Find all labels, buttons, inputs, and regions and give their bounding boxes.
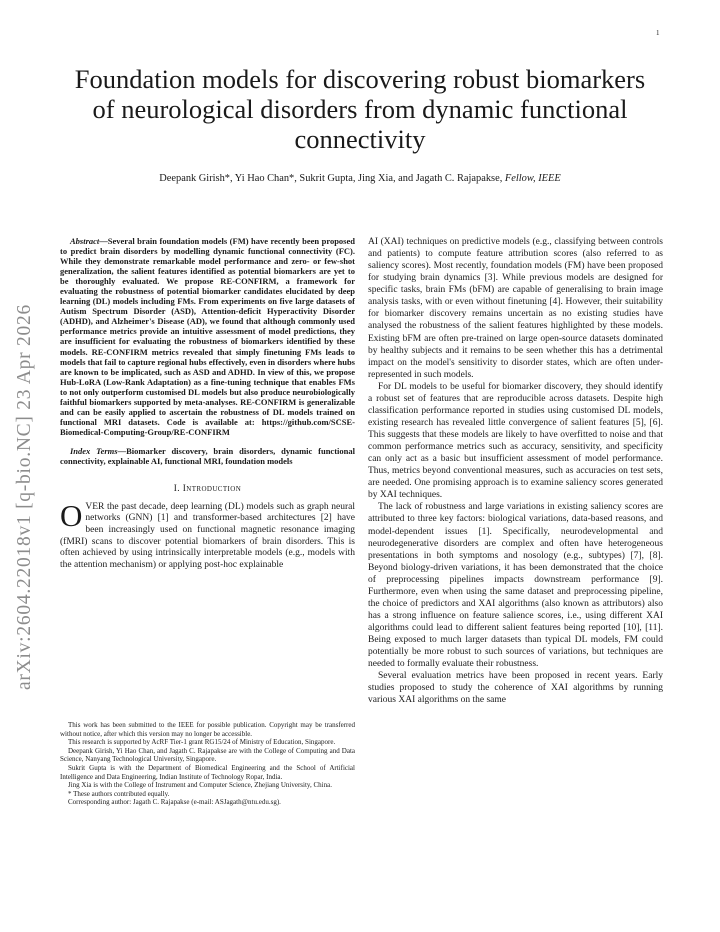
intro-paragraph <box>60 497 355 572</box>
footnote: This research is supported by AcRF Tier-1 grant RG15/24 of Ministry of Education, Singapore. <box>68 738 336 747</box>
abstract <box>60 236 355 437</box>
footnote: Deepank Girish, Yi Hao Chan, and Jagath C. Rajapakse are with the College of Computing and Data Science, Nanyang Technological University, Singapore. <box>60 746 355 764</box>
right-column <box>368 236 663 706</box>
index-terms <box>60 446 355 466</box>
drop-cap: O <box>60 497 83 533</box>
arxiv-identifier[interactable]: arXiv:2604.22018v1 [q-bio.NC] 23 Apr 2026 <box>14 303 35 690</box>
author-names: Deepank Girish*, Yi Hao Chan*, Sukrit Gupta, Jing Xia, and Jagath C. Rajapakse, <box>159 173 503 184</box>
footnotes <box>60 721 355 807</box>
intro-text: VER the past decade, deep learning (DL) models such as graph neural networks (GNN) [1] and transformer-based architectures [2] have been increasingly used on functional magnetic resonance imaging (fMRI) scans to discover potential biomarkers of brain disorders. This is often achieved by using intrinsically interpretable models (e.g., models with the attention mechanism) or applying post-hoc explainable <box>60 501 355 570</box>
abstract-text: —Several brain foundation models (FM) have recently been proposed to predict brain disorders by modelling dynamic functional connectivity (FC). While they demonstrate remarkable model performance and zero- or few-shot generalization, the salient features identified as potential biomarkers are yet to be thoroughly evaluated. We propose RE-CONFIRM, a framework for evaluating the robustness of potential biomarker candidates elucidated by deep learning (DL) models including FMs. From experiments on five large datasets of Autism Spectrum Disorder (ASD), Attention-deficit Hyperactivity Disorder (ADHD), and Alzheimer's Disease (AD), we found that although commonly used performance metrics provide an intuitive assessment of model predictions, they are insufficient for evaluating the robustness of biomarkers identified by these models. RE-CONFIRM metrics revealed that simply finetuning FMs leads to models that fail to capture regional hubs effectively, even in disorders where hubs are known to be implicated, such as ASD and ADHD. In view of this, we propose Hub-LoRA (Low-Rank Adaptation) as a fine-tuning technique that enables FMs to not only outperform customised DL models but also produce neurobiologically faithful biomarkers supported by meta-analyses. RE-CONFIRM is generalizable and can be easily applied to ascertain the robustness of DL models trained on functional MRI datasets. Code is available at: https://github.com/SCSE-Biomedical-Computing-Group/RE-CONFIRM <box>60 236 355 437</box>
index-terms-text: —Biomarker discovery, brain disorders, dynamic functional connectivity, explainable AI, functional MRI, foundation models <box>60 445 355 466</box>
section-number: I. <box>173 484 181 495</box>
footnote: * These authors contributed equally. <box>68 789 170 798</box>
body-paragraph: Several evaluation metrics have been proposed in recent years. Early studies proposed to study the coherence of XAI algorithms by running various XAI algorithms on the same <box>368 671 663 706</box>
author-membership: Fellow, IEEE <box>504 173 561 184</box>
footnote: Jing Xia is with the College of Instrument and Computer Science, Zhejiang University, China. <box>68 781 332 790</box>
section-heading-introduction <box>60 484 355 496</box>
body-paragraph: For DL models to be useful for biomarker discovery, they should identify a robust set of features that are reproducible across datasets. Despite high classification performance reported in studies using customised DL models, existing research has revealed little convergence of salient features [5], [6]. This suggests that these models are likely to have overfitted to noise and that common performance metrics such as accuracy, sensitivity, and specificity can only act as a basic but insufficient assessment of model performance. Thus, metrics beyond conventional measures, such as accuracies on test sets, are needed. One promising approach is to examine saliency scores generated by XAI techniques. <box>368 381 663 501</box>
footnote: Sukrit Gupta is with the Department of Biomedical Engineering and the School of Artificial Intelligence and Data Engineering, Indian Institute of Technology Ropar, India. <box>60 763 355 781</box>
section-title: Introduction <box>182 484 242 495</box>
index-terms-lead: Index Terms <box>70 445 118 456</box>
abstract-lead: Abstract <box>70 236 100 246</box>
page-number: 1 <box>656 29 660 37</box>
footnote: This work has been submitted to the IEEE for possible publication. Copyright may be transferred without notice, after which this version may no longer be accessible. <box>60 721 355 738</box>
author-list <box>70 172 650 185</box>
body-paragraph: The lack of robustness and large variations in existing saliency scores are attributed to three key factors: biological variations, data-based reasons, and model-dependent issues [1]. Specifically, neurodevelopmental and neurodegenerative disorders are complex and often have heterogeneous presentations in both symptoms and nosology (e.g., subtypes) [7], [8]. Beyond biology-driven variations, it has been demonstrated that the choice of preprocessing pipelines impacts downstream performance [9]. Furthermore, even when using the same dataset and preprocessing pipeline, the choice of predictors and XAI algorithms (also known as attributors) also has a strong influence on feature salience scores, i.e., using different XAI algorithms could lead to different salient features being reported [10], [11]. Being exposed to much larger datasets than typical DL models, FM could potentially be more robust to such sources of variations, but techniques are needed to formally evaluate their robustness. <box>368 502 663 670</box>
footnote: Corresponding author: Jagath C. Rajapakse (e-mail: ASJagath@ntu.edu.sg). <box>68 798 281 807</box>
paper-title: Foundation models for discovering robust biomarkers of neurological disorders from dynamic functional connectivity <box>74 64 646 154</box>
body-paragraph: AI (XAI) techniques on predictive models (e.g., classifying between controls and patients) to compute feature attribution scores (also referred to as saliency scores). Most recently, foundation models (FM) have been proposed for studying brain dynamics [3]. While previous models are designed for specific tasks, brain FMs (bFM) are capable of generalising to brain image analysis tasks, with or even without finetuning [4]. However, their suitability for biomarker discovery remains uncertain as no existing studies have analysed the robustness of the salient features highlighted by these models. Existing bFM are often pre-trained on large open-source datasets dominated by healthy subjects and it remains to be seen whether this has a detrimental impact on the model's sensitivity to disorder states, which are often under-represented in such models. <box>368 237 663 380</box>
left-column <box>60 236 355 572</box>
